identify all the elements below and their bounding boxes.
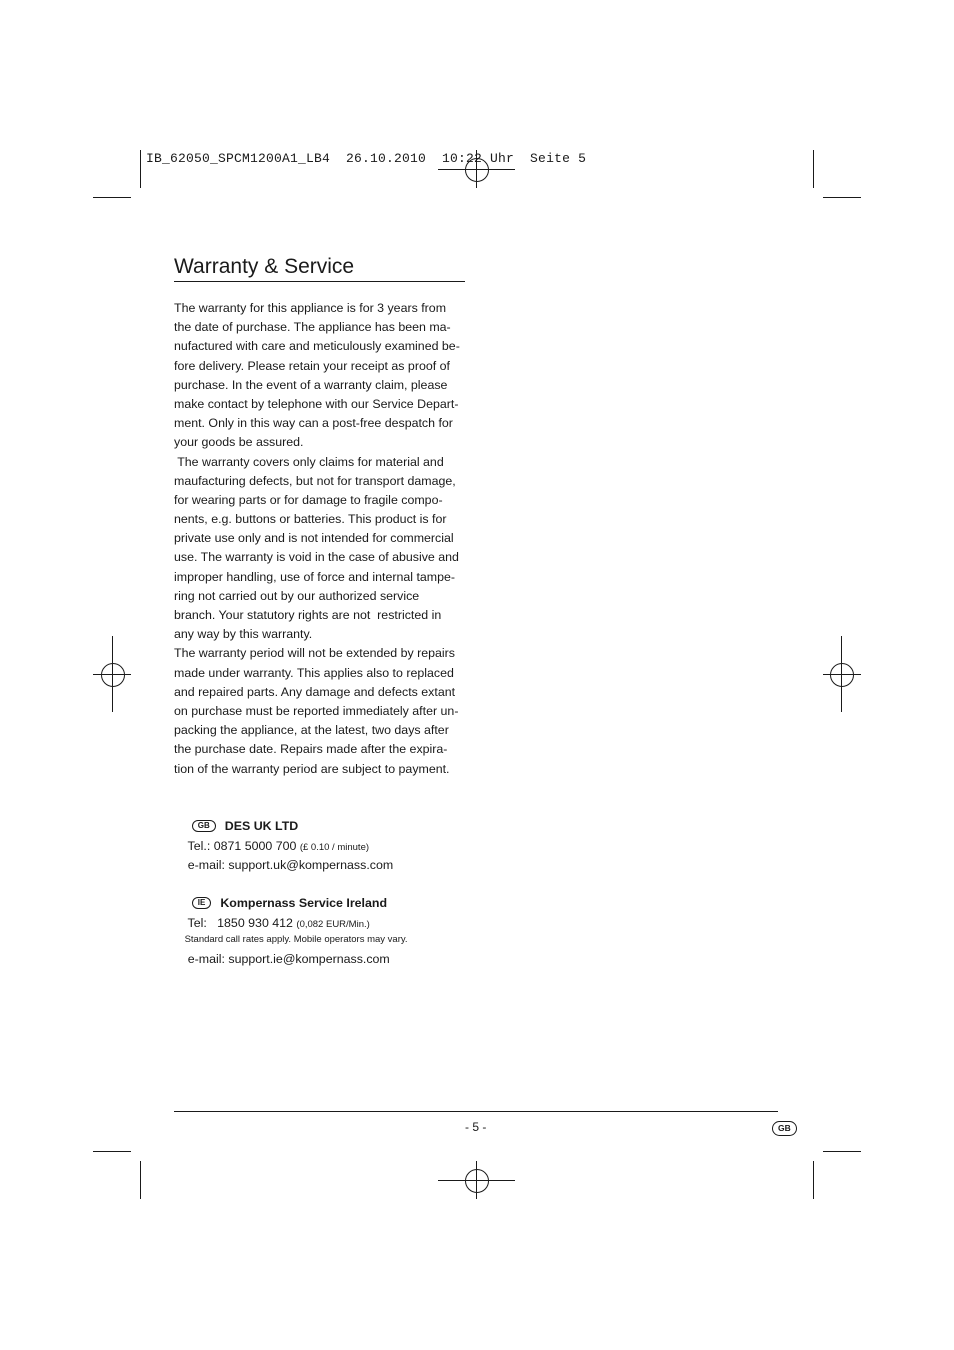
text-line: your goods be assured. [174,435,304,450]
text-line: maufacturing defects, but not for transport damage, [174,473,456,488]
text-line: private use only and is not intended for commercial [174,531,454,546]
text-line: tion of the warranty period are subject to payment. [174,761,450,776]
crop-mark [823,197,861,198]
text-line: improper handling, use of force and internal tampe- [174,569,456,584]
crop-mark [813,1161,814,1199]
crop-mark [140,1161,141,1199]
text-line: branch. Your statutory rights are not restricted in [174,608,442,622]
footer-rule [174,1111,778,1112]
text-line: and repaired parts. Any damage and defects extant [174,684,456,699]
crop-mark [93,197,131,198]
crop-mark [140,150,141,188]
ie-phone: Tel: 1850 930 412 [187,915,297,930]
text-line: the purchase date. Repairs made after the expira- [174,742,448,757]
uk-service-name: DES UK LTD [224,819,299,834]
gb-language-icon: GB [772,1121,797,1136]
text-line: on purchase must be reported immediately after un- [174,703,459,718]
text-line: make contact by telephone with our Service Depart- [174,396,459,411]
uk-phone: Tel.: 0871 5000 700 [187,838,300,853]
print-header: IB_62050_SPCM1200A1_LB4 26.10.2010 10:22 Uhr Seite 5 [146,151,587,166]
title-underline [174,281,465,282]
ie-contact [174,875,408,966]
text-line: use. The warranty is void in the case of abusive and [174,550,459,565]
ie-email: e-mail: support.ie@kompernass.com [187,951,390,966]
gb-flag-icon: GB [192,820,216,832]
crop-mark [93,1151,131,1152]
text-line: packing the appliance, at the latest, two days after [174,723,449,738]
text-line: made under warranty. This applies also to replaced [174,665,454,680]
crop-mark [813,150,814,188]
text-line: The warranty for this appliance is for 3 years from [174,301,447,315]
text-line: The warranty covers only claims for material and [174,454,444,469]
page-title: Warranty & Service [174,255,355,278]
text-line: ring not carried out by our authorized service [174,588,420,603]
warranty-text [174,299,474,779]
text-line: the date of purchase. The appliance has been ma- [174,320,451,335]
text-line: The warranty period will not be extended by repairs [174,646,456,661]
ie-flag-icon: IE [192,897,212,909]
page-number: - 5 - [465,1120,487,1134]
text-line: fore delivery. Please retain your receipt as proof of [174,358,450,373]
uk-phone-rate: (£ 0.10 / minute) [299,841,370,853]
text-line: any way by this warranty. [174,627,313,642]
ie-call-rate-note: Standard call rates apply. Mobile operators may vary. [184,933,408,945]
uk-contact [174,798,394,872]
crop-mark [823,1151,861,1152]
ie-phone-rate: (0,082 EUR/Min.) [296,918,370,930]
text-line: ment. Only in this way can a post-free despatch for [174,416,453,431]
text-line: purchase. In the event of a warranty claim, please [174,377,448,392]
text-line: for wearing parts or for damage to fragile compo- [174,492,443,507]
uk-email: e-mail: support.uk@kompernass.com [187,857,394,872]
ie-service-name: Kompernass Service Ireland [220,896,388,911]
text-line: nufactured with care and meticulously examined be- [174,339,460,354]
text-line: nents, e.g. buttons or batteries. This product is for [174,512,447,527]
